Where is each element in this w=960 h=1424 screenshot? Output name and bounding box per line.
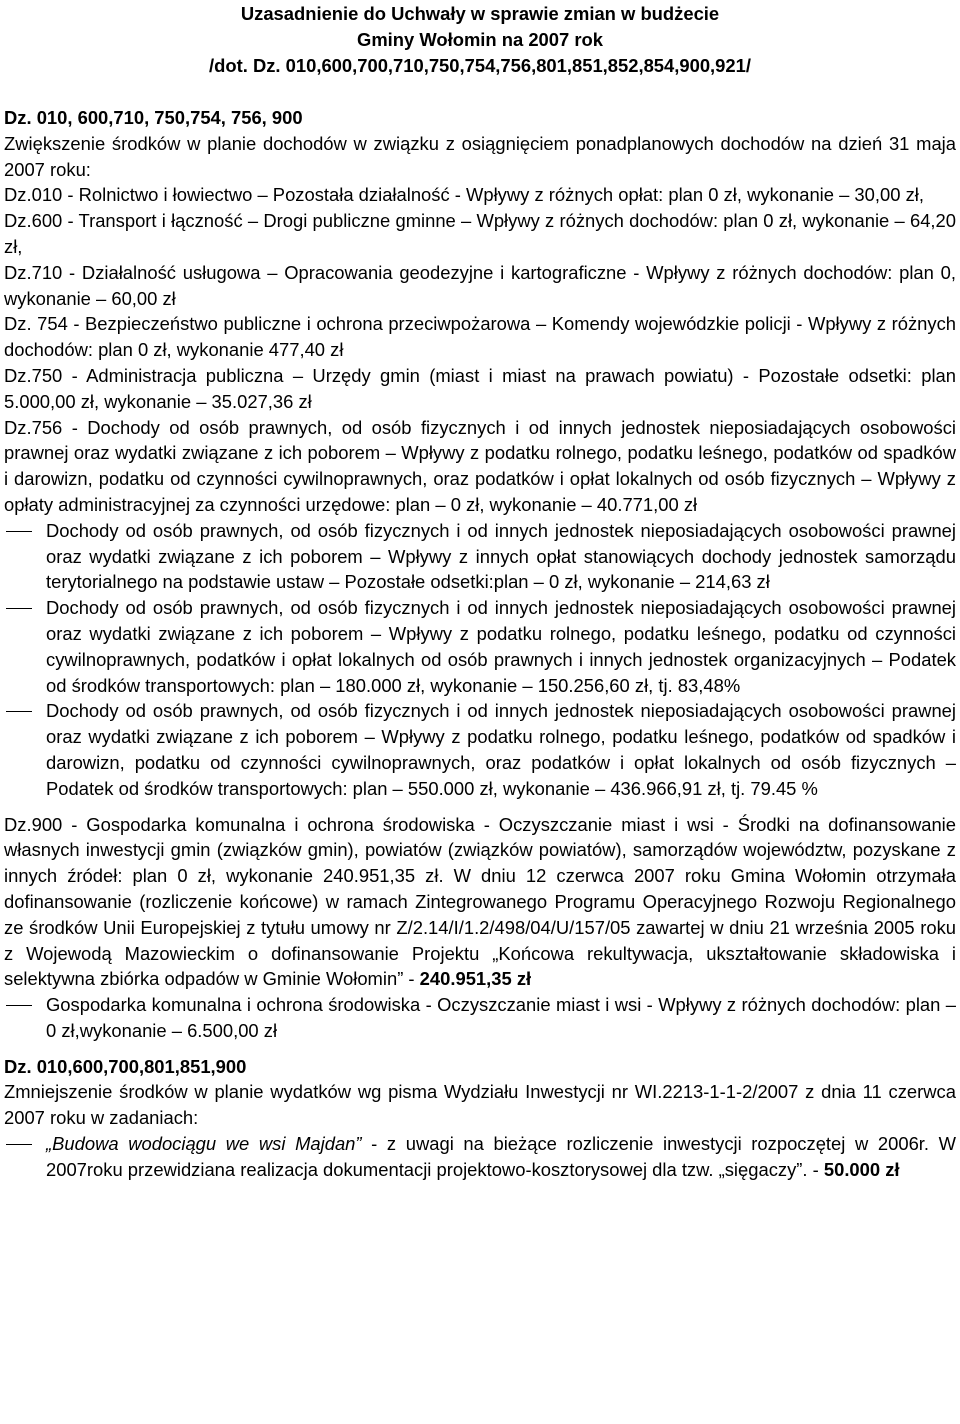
task-description: - z uwagi na bieżące rozliczenie inwestycji rozpoczętej w 2006r. W 2007roku przewidziana realizacja dokumentacji projektowo-kosztorysowej dla tzw. „sięgaczy”. - (46, 1133, 956, 1180)
section2-title: Dz. 010,600,700,801,851,900 (4, 1055, 247, 1077)
paragraph-dz750: Dz.750 - Administracja publiczna – Urzędy gmin (miast i miast na prawach powiatu) - Pozostałe odsetki: plan 5.000,00 zł, wykonanie – 35.027,36 zł (4, 364, 956, 412)
dash-bullet-icon (4, 1131, 46, 1157)
task-amount: 50.000 zł (823, 1158, 900, 1180)
section1-title: Dz. 010, 600,710, 750,754, 756, 900 (4, 107, 303, 128)
paragraph-dz900-amount: 240.951,35 zł (419, 968, 532, 990)
heading-line-3: /dot. Dz. 010,600,700,710,750,754,756,801,851,852,854,900,921/ (209, 55, 751, 76)
list-item (4, 698, 956, 801)
list-item-text (46, 1131, 956, 1183)
heading-line-1: Uzasadnienie do Uchwały w sprawie zmian w budżecie (240, 3, 720, 24)
dash-bullet-icon (4, 698, 46, 724)
list-item (4, 518, 956, 595)
heading-line-2: Gminy Wołomin na 2007 rok (357, 29, 603, 50)
spacer (4, 802, 956, 812)
paragraph-dz710: Dz.710 - Działalność usługowa – Opracowania geodezyjne i kartograficzne - Wpływy z różnych dochodów: plan 0, wykonanie – 60,00 zł (4, 261, 956, 309)
dash-bullet-icon (4, 518, 46, 544)
list-item-text: Gospodarka komunalna i ochrona środowiska - Oczyszczanie miast i wsi - Wpływy z różnych dochodów: plan – 0 zł,wykonanie – 6.500,00 zł (46, 994, 956, 1041)
document-heading (4, 1, 956, 79)
list-item (4, 1131, 956, 1183)
paragraph-dz754: Dz. 754 - Bezpieczeństwo publiczne i ochrona przeciwpożarowa – Komendy wojewódzkie policji - Wpływy z różnych dochodów: plan 0 zł, wykonanie 477,40 zł (4, 313, 956, 361)
paragraph-dz600: Dz.600 - Transport i łączność – Drogi publiczne gminne – Wpływy z różnych dochodów: plan 0 zł, wykonanie – 64,20 zł, (4, 210, 956, 257)
paragraph-dz756: Dz.756 - Dochody od osób prawnych, od osób fizycznych i od innych jednostek nieposiadających osobowości prawnej oraz wydatki związane z ich poborem – Wpływy z podatku rolnego, podatku leśnego, podatków od spadków i darowizn, podatku od czynności cywilnoprawnych, oraz podatków i opłat lokalnych od osób fizycznych – Wpływy z opłaty administracyjnej za czynności urzędowe: plan – 0 zł, wykonanie – 40.771,00 zł (4, 416, 956, 515)
paragraph-dz900-text: Dz.900 - Gospodarka komunalna i ochrona środowiska - Oczyszczanie miast i wsi - Środki na dofinansowanie własnych inwestycji gmin (związków gmin), powiatów (związków powiatów), samorządów województw, pozyskane z innych źródeł: plan 0 zł, wykonanie 240.951,35 zł. W dniu 12 czerwca 2007 roku Gmina Wołomin otrzymała dofinansowanie (rozliczenie końcowe) w ramach Zintegrowanego Programu Operacyjnego Rozwoju Regionalnego ze środków Unii Europejskiej z tytułu umowy nr Z/2.14/I/1.2/498/04/U/157/05 zawartej w dniu 21 września 2005 roku z Wojewodą Mazowieckim o dofinansowanie Projektu „Końcowa rekultywacja, ukształtowanie składowiska i selektywna zbiórka odpadów w Gminie Wołomin” - (4, 813, 956, 990)
list-item-text: Dochody od osób prawnych, od osób fizycznych i od innych jednostek nieposiadających osobowości prawnej oraz wydatki związane z ich poborem – Wpływy z innych opłat stanowiących dochody jednostek samorządu terytorialnego na podstawie ustaw – Pozostałe odsetki:plan – 0 zł, wykonanie – 214,63 zł (46, 519, 956, 593)
paragraph-dz010: Dz.010 - Rolnictwo i łowiectwo – Pozostała działalność - Wpływy z różnych opłat: plan 0 zł, wykonanie – 30,00 zł, (4, 184, 924, 206)
task-name: „Budowa wodociągu we wsi Majdan” (46, 1133, 362, 1155)
spacer (4, 1044, 956, 1054)
list-item-text: Dochody od osób prawnych, od osób fizycznych i od innych jednostek nieposiadających osobowości prawnej oraz wydatki związane z ich poborem – Wpływy z podatku rolnego, podatku leśnego, podatków od spadków i darowizn, podatku od czynności cywilnoprawnych, oraz podatków i opłat lokalnych od osób fizycznych – Podatek od środków transportowych: plan – 550.000 zł, wykonanie – 436.966,91 zł, tj. 79.45 % (46, 700, 956, 799)
spacer (4, 79, 956, 105)
dash-bullet-icon (4, 595, 46, 621)
list-item (4, 992, 956, 1044)
section1-intro: Zwiększenie środków w planie dochodów w związku z osiągnięciem ponadplanowych dochodów na dzień 31 maja 2007 roku: (4, 132, 956, 180)
section2-intro: Zmniejszenie środków w planie wydatków wg pisma Wydziału Inwestycji nr WI.2213-1-1-2/2007 z dnia 11 czerwca 2007 roku w zadaniach: (4, 1081, 956, 1129)
list-item-text: Dochody od osób prawnych, od osób fizycznych i od innych jednostek nieposiadających osobowości prawnej oraz wydatki związane z ich poborem – Wpływy z podatku rolnego, podatku leśnego, podatku od czynności cywilnoprawnych, podatków i opłat lokalnych od osób prawnych i innych jednostek organizacyjnych – Podatek od środków transportowych: plan – 180.000 zł, wykonanie – 150.256,60 zł, tj. 83,48% (46, 597, 956, 696)
list-item (4, 595, 956, 698)
dash-bullet-icon (4, 992, 46, 1018)
paragraph-dz900 (4, 812, 956, 993)
